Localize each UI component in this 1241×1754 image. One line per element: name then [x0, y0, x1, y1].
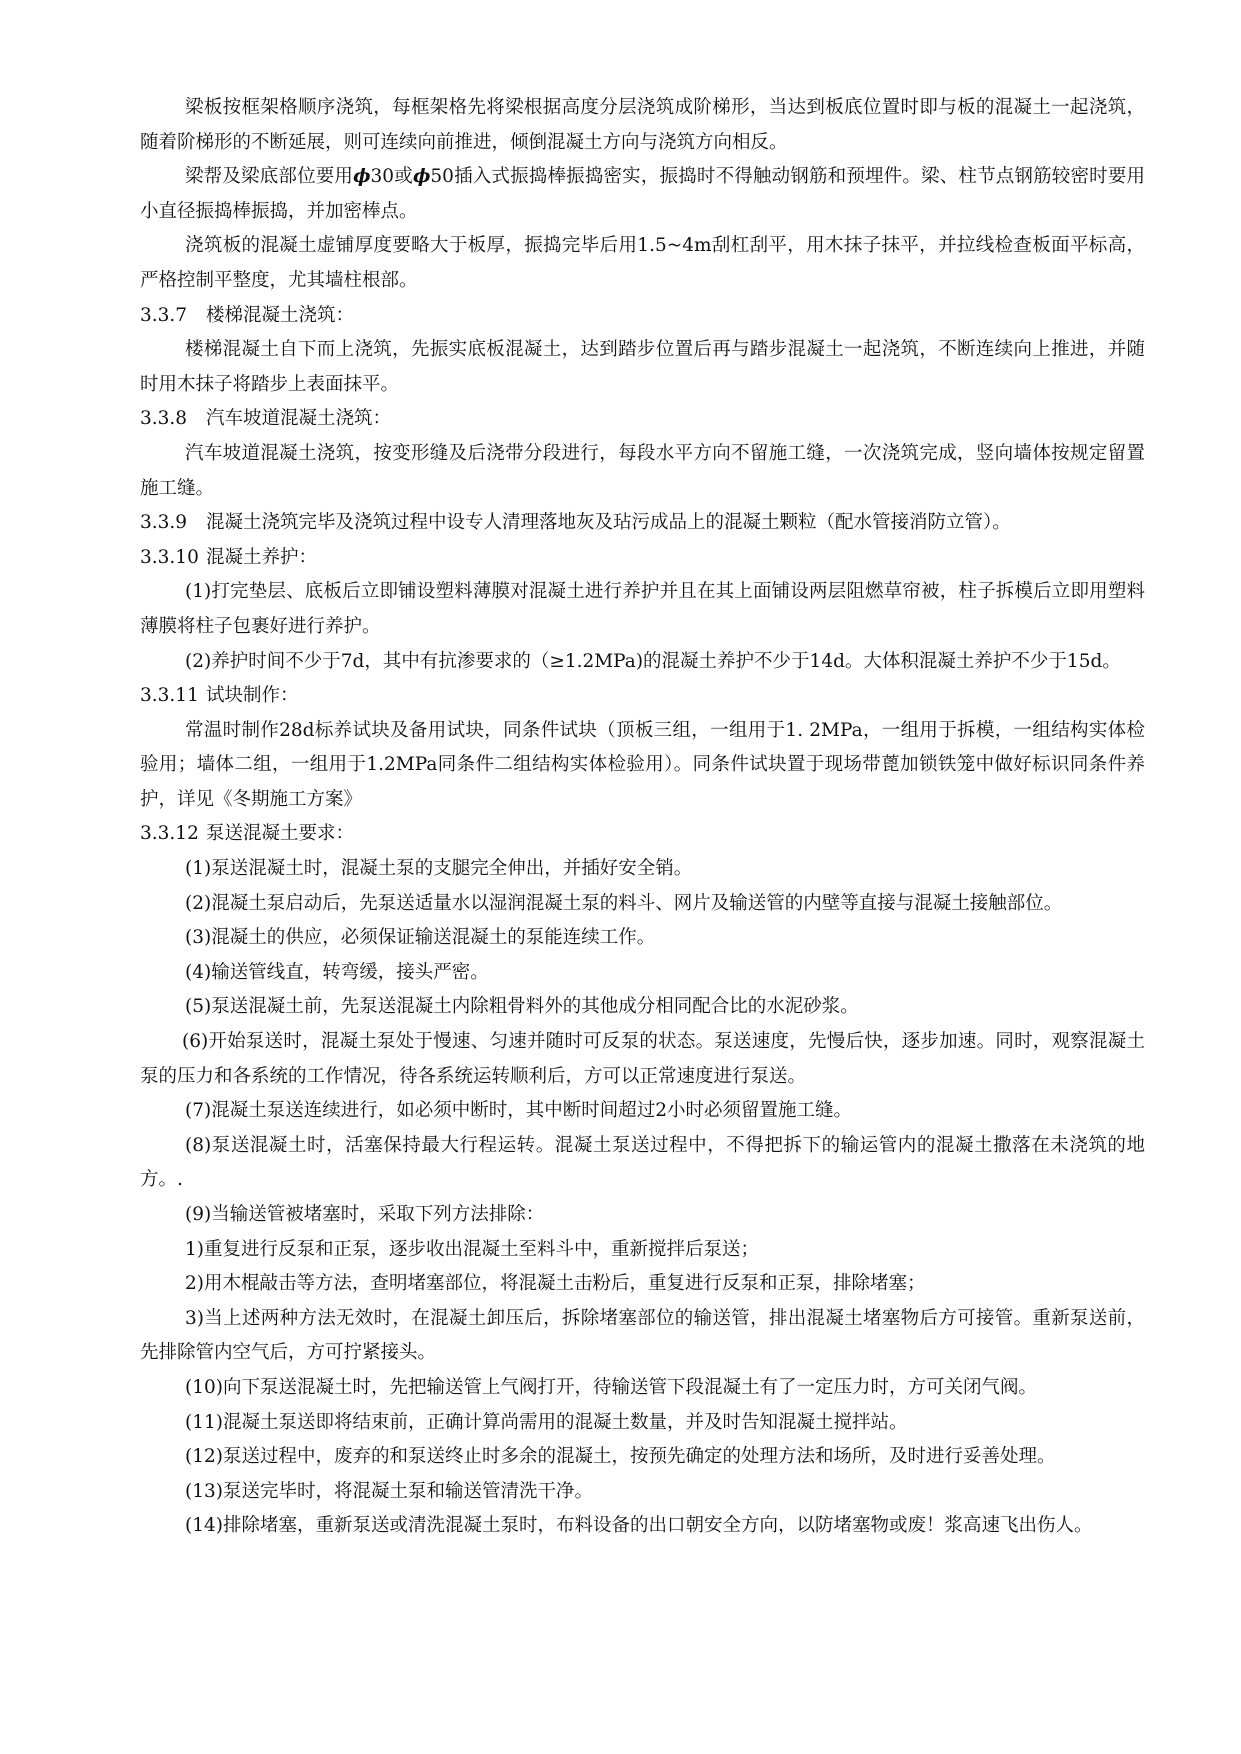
section-number: 3.3.11	[140, 685, 199, 707]
body-paragraph	[140, 91, 1145, 160]
paragraph-text: (9)当输送管被堵塞时，采取下列方法排除：	[185, 1204, 545, 1225]
paragraph-text: (2)混凝土泵启动后，先泵送适量水以湿润混凝土泵的料斗、网片及输送管的内壁等直接与混凝土接触部位。	[185, 892, 1063, 914]
paragraph-text: (1)打完垫层、底板后立即铺设塑料薄膜对混凝土进行养护并且在其上面铺设两层阻燃草帘被，柱子拆模后立即用塑料薄膜将柱子包裹好进行养护。	[140, 581, 1145, 637]
section-heading	[140, 541, 1145, 576]
body-paragraph	[140, 1371, 1145, 1406]
body-paragraph	[140, 645, 1145, 680]
body-paragraph	[140, 1267, 1145, 1302]
paragraph-text: (6)开始泵送时，混凝土泵处于慢速、匀速并随时可反泵的状态。泵送速度，先慢后快，逐步加速。同时，观察混凝土泵的压力和各系统的工作情况，待各系统运转顺利后，方可以正常速度进行泵送。	[140, 1031, 1145, 1087]
body-paragraph	[140, 1198, 1145, 1233]
section-title: 楼梯混凝土浇筑：	[206, 304, 355, 326]
paragraph-text: 3)当上述两种方法无效时，在混凝土卸压后，拆除堵塞部位的输送管，排出混凝土堵塞物后方可接管。重新泵送前，先排除管内空气后，方可拧紧接头。	[140, 1307, 1145, 1364]
paragraph-text-part: 梁帮及梁底部位要用	[185, 166, 354, 188]
body-paragraph	[140, 921, 1145, 956]
section-number: 3.3.7	[140, 304, 188, 326]
section-number: 3.3.8	[140, 408, 188, 430]
paragraph-text: 楼梯混凝土自下而上浇筑，先振实底板混凝土，达到踏步位置后再与踏步混凝土一起浇筑，不断连续向上推进，并随时用木抹子将踏步上表面抹平。	[140, 339, 1145, 395]
section-heading	[140, 817, 1145, 852]
paragraph-text: (14)排除堵塞，重新泵送或清洗混凝土泵时，布料设备的出口朝安全方向，以防堵塞物或废！浆高速飞出伤人。	[185, 1515, 1093, 1537]
body-paragraph	[140, 1509, 1145, 1544]
paragraph-text: 汽车坡道混凝土浇筑，按变形缝及后浇带分段进行，每段水平方向不留施工缝，一次浇筑完成，竖向墙体按规定留置施工缝。	[140, 442, 1145, 499]
section-number: 3.3.12	[140, 823, 199, 845]
paragraph-text: (11)混凝土泵送即将结束前，正确计算尚需用的混凝土数量，并及时告知混凝土搅拌站。	[185, 1411, 908, 1433]
body-paragraph	[140, 1094, 1145, 1129]
body-paragraph	[140, 1406, 1145, 1441]
phi-symbol: ϕ	[412, 166, 431, 188]
body-paragraph	[140, 1302, 1145, 1371]
section-title: 汽车坡道混凝土浇筑：	[206, 408, 392, 430]
body-paragraph	[140, 714, 1145, 818]
body-paragraph	[140, 1233, 1145, 1268]
body-paragraph	[140, 229, 1145, 298]
body-paragraph	[140, 852, 1145, 887]
paragraph-text: (13)泵送完毕时，将混凝土泵和输送管清洗干净。	[185, 1480, 593, 1502]
body-paragraph	[140, 1025, 1145, 1094]
body-paragraph	[140, 990, 1145, 1025]
section-heading	[140, 299, 1145, 334]
section-title: 混凝土浇筑完毕及浇筑过程中设专人清理落地灰及玷污成品上的混凝土颗粒（配水管接消防立管）。	[206, 512, 1011, 534]
body-paragraph	[140, 887, 1145, 922]
paragraph-text-part: 50插入式振捣棒振捣密实，振捣时不得触动钢筋和预埋件。梁、柱节点钢筋较密时要用小直径振捣棒振捣，并加密棒点。	[140, 166, 1145, 222]
body-paragraph	[140, 1129, 1145, 1198]
body-paragraph	[140, 956, 1145, 991]
body-paragraph	[140, 1440, 1145, 1475]
section-heading	[140, 402, 1145, 437]
body-paragraph	[140, 1475, 1145, 1510]
body-paragraph	[140, 160, 1145, 229]
paragraph-text: (4)输送管线直，转弯缓，接头严密。	[185, 961, 489, 983]
section-title: 泵送混凝土要求：	[206, 823, 355, 845]
phi-symbol: ϕ	[353, 166, 371, 188]
paragraph-text: (10)向下泵送混凝土时，先把输送管上气阀打开，待输送管下段混凝土有了一定压力时，方可关闭气阀。	[185, 1376, 1037, 1398]
paragraph-text: (2)养护时间不少于7d，其中有抗渗要求的（≥1.2MPa)的混凝土养护不少于14d。大体积混凝土养护不少于15d。	[185, 650, 1121, 672]
paragraph-text: (5)泵送混凝土前，先泵送混凝土内除粗骨料外的其他成分相同配合比的水泥砂浆。	[185, 996, 859, 1018]
paragraph-text: 1)重复进行反泵和正泵，逐步收出混凝土至料斗中，重新搅拌后泵送；	[185, 1238, 759, 1260]
body-paragraph	[140, 333, 1145, 402]
paragraph-text: 梁板按框架格顺序浇筑，每框架格先将梁根据高度分层浇筑成阶梯形，当达到板底位置时即与板的混凝土一起浇筑，随着阶梯形的不断延展，则可连续向前推进，倾倒混凝土方向与浇筑方向相反。	[140, 97, 1145, 153]
paragraph-text: (1)泵送混凝土时，混凝土泵的支腿完全伸出，并插好安全销。	[185, 858, 693, 880]
section-number: 3.3.9	[140, 512, 188, 534]
section-title: 混凝土养护：	[206, 546, 318, 568]
paragraph-text: (3)混凝土的供应，必须保证输送混凝土的泵能连续工作。	[185, 927, 656, 949]
paragraph-text-part: 30或	[370, 166, 413, 188]
body-paragraph	[140, 575, 1145, 644]
section-heading	[140, 506, 1145, 541]
section-heading	[140, 679, 1145, 714]
paragraph-text: (7)混凝土泵送连续进行，如必须中断时，其中断时间超过2小时必须留置施工缝。	[185, 1100, 852, 1122]
section-title: 试块制作：	[206, 685, 299, 707]
section-number: 3.3.10	[140, 546, 199, 568]
paragraph-text: (12)泵送过程中，废弃的和泵送终止时多余的混凝土，按预先确定的处理方法和场所，及时进行妥善处理。	[185, 1446, 1056, 1468]
body-paragraph	[140, 437, 1145, 506]
paragraph-text: 2)用木棍敲击等方法，查明堵塞部位，将混凝土击粉后，重复进行反泵和正泵，排除堵塞；	[185, 1273, 926, 1295]
paragraph-text: 常温时制作28d标养试块及备用试块，同条件试块（顶板三组，一组用于1. 2MPa，一组用于拆模，一组结构实体检验用；墙体二组，一组用于1.2MPa同条件二组结构实体检验用）。同条件试块置于现场带蓖加锁铁笼中做好标识同条件养护，详见《冬期施工方案》	[140, 719, 1145, 810]
paragraph-text: 浇筑板的混凝土虚铺厚度要略大于板厚，振捣完毕后用1.5~4m刮杠刮平，用木抹子抹平，并拉线检查板面平标高，严格控制平整度，尤其墙柱根部。	[140, 235, 1145, 291]
paragraph-text: (8)泵送混凝土时，活塞保持最大行程运转。混凝土泵送过程中，不得把拆下的输运管内的混凝土撒落在未浇筑的地方。.	[140, 1134, 1145, 1191]
document-body	[140, 91, 1145, 1544]
